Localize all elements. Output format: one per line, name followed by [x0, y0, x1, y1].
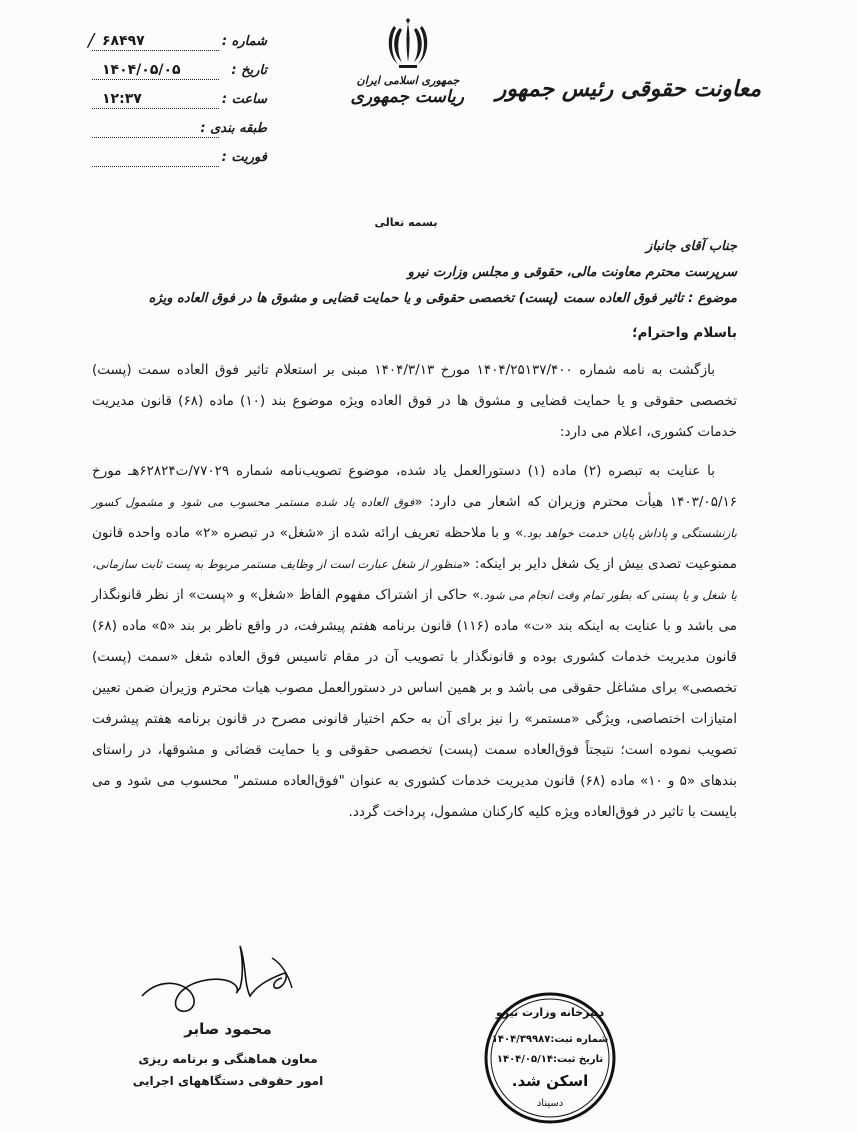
body-p2-quote-1: فوق العاده یاد شده مستمر محسوب می شود و مشمول کسور بازنشستگی و پاداش پایان خدمت خواهد بود. [92, 495, 738, 540]
number-slash: / [88, 30, 95, 51]
body-paragraph-2 [92, 456, 737, 828]
time-row [92, 90, 267, 112]
bismillah: بسمه تعالی [374, 216, 438, 229]
emblem-block [352, 18, 464, 107]
secretariat-stamp [482, 990, 618, 1126]
body-p2-part-a: با عنایت به تبصره (۲) ماده (۱) دستورالعمل یاد شده، موضوع تصویب‌نامه شماره ۷۷۰۲۹/ت۶۲۸۲۴هـ مورخ ۱۴۰۳/۰۵/۱۶ هیأت محترم وزیران که اشعار می دارد: « [92, 463, 737, 510]
date-value: ۱۴۰۴/۰۵/۰۵ [102, 62, 181, 78]
body-paragraph-1: بازگشت به نامه شماره ۱۴۰۴/۲۵۱۳۷/۴۰۰ مورخ ۱۴۰۴/۳/۱۳ مبنی بر استعلام تاثیر فوق العاده سمت (پست) تخصصی حقوقی و یا حمایت قضایی و مشوق ها در فوق العاده ویژه موضوع بند (۱۰) ماده (۶۸) قانون مدیریت خدمات کشوری، اعلام می دارد: [92, 362, 737, 440]
addressee-name: جناب آقای جانباز [646, 239, 737, 254]
urgency-label: فوریت : [221, 150, 267, 165]
body-p2-part-b: » و با ملاحظه تعریف ارائه شده از «شغل» در تبصره «۲» ماده واحده قانون ممنوعیت تصدی بیش از یک شغل دایر بر اینکه: « [92, 525, 737, 572]
body-p2-part-c: » حاکی از اشتراک مفهوم الفاظ «شغل» و «پست» از نظر قانونگذار می باشد و با عنایت به اینکه بند «ت» ماده (۱۱۶) قانون برنامه هفتم پیشرفت، در واقع ناظر بر بند «۵» ماده (۶۸) قانون مدیریت خدمات کشوری بوده و قانونگذار با تصویب آن در مقام تاسیس فوق العاده شغل «سمت (پست) تخصصی» برای مشاغل حقوقی می باشد و بر همین اساس در دستورالعمل مصوب هیات محترم وزیران ضمن تعیین امتیازات اختصاصی، ویژگی «مستمر» را نیز برای آن به حکم اختیار قانونی مصرح در قانون برنامه هفتم پیشرفت تصویب نموده است؛ نتیجتاً فوق‌العاده سمت (پست) تخصصی حقوقی و یا حمایت قضائی و مشوقها، در راستای بندهای «۵ و ۱۰» ماده (۶۸) قانون مدیریت خدمات کشوری به عنوان "فوق‌العاده مستمر" محسوب می شود و می بایست با تاثیر در فوق‌العاده ویژه کلیه کارکنان مشمول، پرداخت گردد. [92, 587, 737, 820]
signer-block [118, 1020, 338, 1092]
stamp-brand: دسیناد [536, 1098, 564, 1109]
number-value: ۶۸۴۹۷ [102, 33, 145, 49]
classification-label: طبقه بندی : [200, 121, 267, 136]
emblem-presidency-text: ریاست جمهوری [350, 87, 464, 107]
date-line [92, 79, 219, 80]
time-line [92, 108, 219, 109]
salutation: باسلام واحترام؛ [632, 325, 737, 341]
urgency-row [92, 148, 267, 170]
stamp-ring-text: دبیرخانه وزارت نیرو [495, 1006, 605, 1019]
urgency-line [92, 166, 219, 167]
number-label: شماره : [221, 34, 267, 49]
letter-body [92, 355, 737, 836]
body-p2-quote-2: منظور از شغل عبارت است از وظایف مستمر مربوط به پست ثابت سازمانی، یا شغل و یا پستی که بطور تمام وقت انجام می شود. [92, 557, 737, 602]
signer-position-1: معاون هماهنگی و برنامه ریزی [138, 1052, 318, 1066]
letter-subject: موضوع : تاثیر فوق العاده سمت (پست) تخصصی حقوقی و یا حمایت قضایی و مشوق ها در فوق العاده ویژه [148, 291, 737, 306]
signer-name: محمود صابر [184, 1020, 272, 1038]
time-value: ۱۲:۳۷ [102, 91, 142, 107]
signer-position-2: امور حقوقی دستگاههای اجرایی [132, 1074, 324, 1088]
date-label: تاریخ : [231, 63, 267, 78]
letter-metadata [88, 30, 267, 177]
stamp-date: تاریخ ثبت:۱۴۰۴/۰۵/۱۴ [496, 1054, 604, 1065]
addressee-block [77, 234, 737, 312]
time-label: ساعت : [221, 92, 267, 107]
handwritten-signature [132, 944, 322, 1024]
stamp-number: شماره ثبت:۱۴۰۴/۳۹۹۸۷ [491, 1034, 609, 1045]
iran-emblem-icon [385, 18, 431, 70]
date-row [92, 61, 267, 83]
stamp-scanned: اسکن شد. [511, 1072, 589, 1090]
number-row [88, 30, 267, 54]
deputy-title: معاونت حقوقی رئیس جمهور [495, 76, 761, 102]
number-line [92, 50, 219, 51]
classification-row [92, 119, 267, 141]
addressee-position: سرپرست محترم معاونت مالی، حقوقی و مجلس وزارت نیرو [407, 265, 737, 280]
classification-line [92, 137, 219, 138]
emblem-country-text: جمهوری اسلامی ایران [356, 74, 460, 87]
